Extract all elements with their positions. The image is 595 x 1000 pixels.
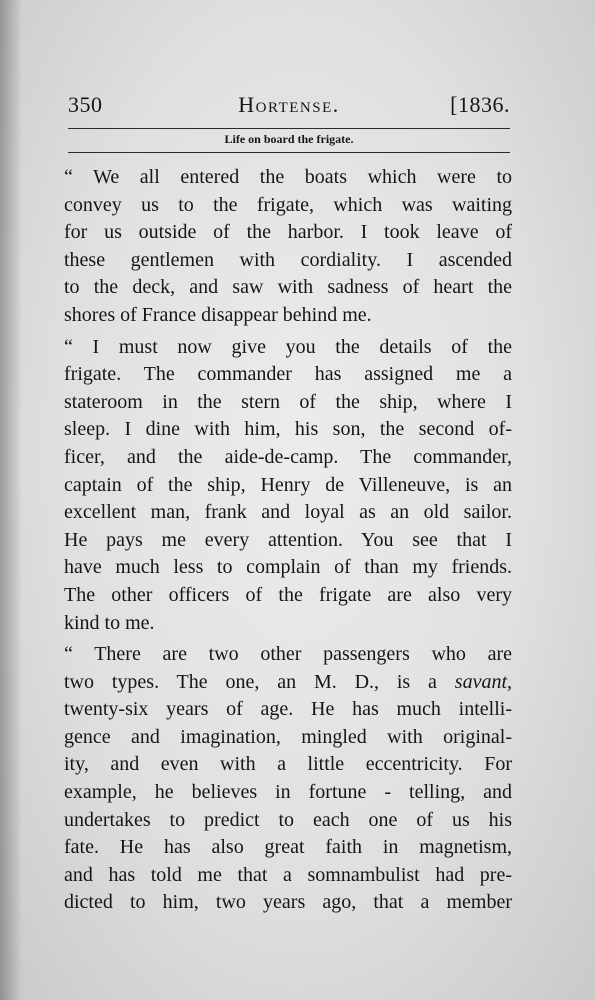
- text-line-with-italic: [64, 669, 512, 697]
- running-head-title: Hortense.: [238, 92, 340, 117]
- text-line: gence and imagination, mingled with original-: [64, 725, 512, 748]
- text-line: fate. He has also great faith in magnetism,: [64, 836, 512, 859]
- text-line: undertakes to predict to each one of us his: [64, 808, 512, 831]
- text-line: have much less to complain of than my friends.: [64, 556, 512, 579]
- text-line: sleep. I dine with him, his son, the second of-: [64, 418, 512, 441]
- text-span: two types. The one, an M. D., is a: [64, 670, 455, 693]
- section-subheading: Life on board the frigate.: [224, 132, 354, 146]
- running-head: [68, 92, 510, 122]
- text-line: captain of the ship, Henry de Villeneuve, is an: [64, 473, 512, 496]
- text-line: ity, and even with a little eccentricity. For: [64, 753, 512, 776]
- text-line: “ We all entered the boats which were to: [64, 166, 512, 188]
- text-line: dicted to him, two years ago, that a member: [64, 891, 512, 914]
- italic-word: savant,: [454, 670, 512, 693]
- text-line: example, he believes in fortune - telling, and: [64, 781, 512, 804]
- header-rule-bottom: [68, 152, 510, 153]
- text-line: for us outside of the harbor. I took leave of: [64, 221, 512, 244]
- page-number: 350: [68, 92, 103, 117]
- text-line: excellent man, frank and loyal as an old sailor.: [64, 501, 512, 524]
- text-line: “ I must now give you the details of the: [64, 335, 512, 358]
- text-line: He pays me every attention. You see that I: [64, 528, 512, 551]
- text-line: The other officers of the frigate are also very: [64, 583, 512, 606]
- text-line: frigate. The commander has assigned me a: [64, 363, 512, 386]
- gutter-shadow: [0, 0, 22, 1000]
- text-line: and has told me that a somnambulist had pre-: [64, 863, 512, 886]
- text-line: ficer, and the aide-de-camp. The commander,: [64, 445, 512, 468]
- text-line: twenty-six years of age. He has much intelli-: [64, 698, 512, 721]
- text-line: shores of France disappear behind me.: [64, 303, 372, 326]
- text-line: kind to me.: [64, 611, 155, 634]
- text-line: “ There are two other passengers who are: [64, 643, 512, 666]
- text-line: these gentlemen with cordiality. I ascended: [64, 248, 512, 271]
- text-line: stateroom in the stern of the ship, where I: [64, 390, 512, 413]
- body-text: [64, 164, 512, 917]
- text-line: convey us to the frigate, which was waiting: [64, 193, 512, 216]
- text-line: to the deck, and saw with sadness of heart the: [64, 276, 512, 299]
- header-rule-top: [68, 128, 510, 129]
- running-head-year: [1836.: [450, 92, 510, 117]
